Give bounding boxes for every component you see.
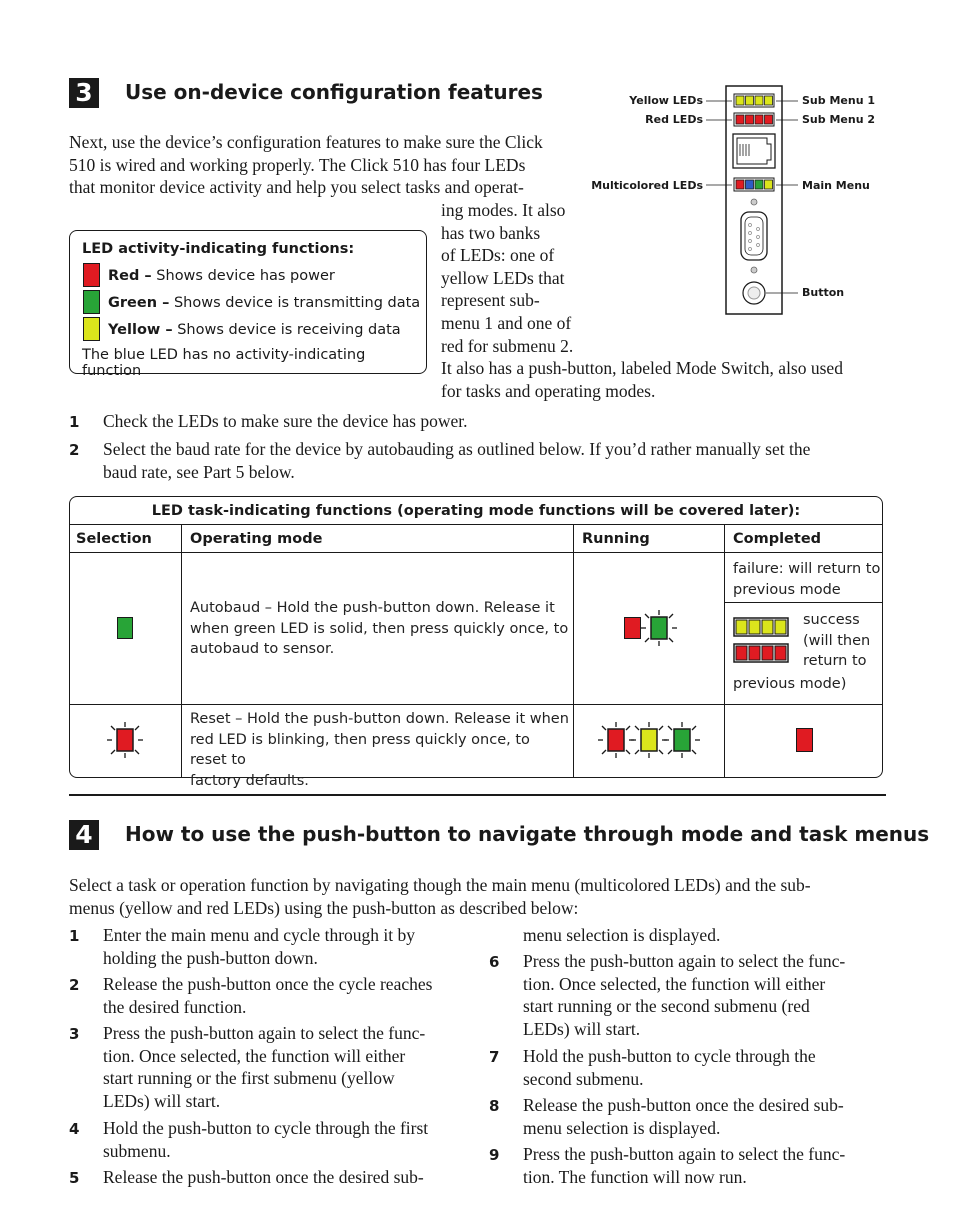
autobaud-line-1 (190, 598, 570, 619)
label-main-menu: Main Menu (802, 179, 870, 192)
success-red-leds (733, 643, 789, 663)
intro-line: menus (yellow and red LEDs) using the push-button as described below: (69, 897, 579, 918)
label-sub-menu-2: Sub Menu 2 (802, 113, 876, 126)
step-text (103, 924, 473, 969)
reset-description (190, 709, 570, 791)
label-button: Button (802, 286, 845, 299)
step-line: tion. Once selected, the function will either (103, 1045, 406, 1066)
side-line: has two banks (441, 222, 541, 243)
reset-running-green-blink-icon (664, 722, 700, 758)
step-line: menu selection is displayed. (523, 1117, 721, 1138)
step-line: Hold the push-button to cycle through the (523, 1046, 816, 1066)
intro-line: Next, use the device’s configuration features to make sure the Click (69, 132, 543, 152)
callout-green-row (108, 295, 420, 311)
callout-red-desc: Shows device has power (151, 268, 335, 284)
step-number: 5 (69, 1169, 80, 1187)
callout-red-label: Red – (108, 268, 152, 284)
label-multicolored-leds: Multicolored LEDs (591, 179, 703, 192)
autobaud-description (190, 598, 570, 660)
callout-note: The blue LED has no activity-indicating function (82, 347, 366, 379)
side-line: red for submenu 2. (441, 335, 574, 356)
table-rule (181, 524, 182, 777)
reset-name: Reset – (190, 711, 243, 727)
completed-success-tail: previous mode) (733, 676, 847, 692)
header-selection: Selection (76, 531, 152, 547)
step-line: LEDs) will start. (523, 1018, 641, 1039)
intro-line: 510 is wired and working properly. The Click 510 has four LEDs (69, 154, 526, 175)
reset-completed-red-led (796, 728, 813, 752)
step-text (523, 950, 893, 1040)
label-red-leds: Red LEDs (645, 113, 703, 126)
device-diagram (591, 84, 890, 316)
step-line: submenu. (103, 1140, 171, 1161)
step-line: tion. The function will now run. (523, 1166, 747, 1187)
step-line: LEDs) will start. (103, 1090, 221, 1111)
autobaud-text: Hold the push-button down. Release it (272, 600, 555, 616)
step-text (103, 1117, 473, 1162)
step-text (103, 973, 473, 1018)
step-line: Hold the push-button to cycle through the first (103, 1118, 429, 1138)
callout-yellow-label: Yellow – (108, 322, 173, 338)
reset-line-1 (190, 709, 570, 730)
step-number: 2 (69, 976, 80, 994)
table-rule (573, 524, 574, 777)
section-3-number: 3 (69, 78, 99, 108)
header-completed: Completed (733, 531, 822, 547)
step-number: 3 (69, 1025, 80, 1043)
intro-line: Select a task or operation function by navigating though the main menu (multicolored LEDs) and the sub- (69, 875, 811, 895)
step-line: Press the push-button again to select the func- (103, 1023, 426, 1043)
header-operating-mode: Operating mode (190, 531, 323, 547)
table-rule (724, 524, 725, 777)
step-number: 6 (489, 953, 500, 971)
table-rule (724, 602, 882, 603)
section-4-number: 4 (69, 820, 99, 850)
step-number: 4 (69, 1120, 80, 1138)
reset-running-yellow-blink-icon (631, 722, 667, 758)
section-3-intro (69, 131, 589, 199)
step-line: Release the push-button once the desired sub- (103, 1167, 424, 1187)
failure-line: failure: will return to (733, 561, 881, 577)
step-line: Press the push-button again to select the func- (523, 951, 846, 971)
callout-yellow-desc: Shows device is receiving data (172, 322, 401, 338)
tail-line: It also has a push-button, labeled Mode Switch, also used (441, 358, 843, 378)
side-line: of LEDs: one of (441, 245, 555, 266)
reset-selection-blink-icon (107, 722, 143, 758)
step-number: 7 (489, 1048, 500, 1066)
label-sub-menu-1: Sub Menu 1 (802, 94, 876, 107)
autobaud-name: Autobaud – (190, 600, 273, 616)
section-divider (69, 794, 886, 796)
step-text (523, 1045, 893, 1090)
step-text (103, 438, 903, 483)
section-4-intro (69, 874, 899, 919)
led-task-table (69, 496, 883, 789)
side-line: yellow LEDs that (441, 267, 565, 288)
reset-text: Hold the push-button down. Release it when (242, 711, 569, 727)
step-text (523, 1094, 893, 1139)
tail-line: for tasks and operating modes. (441, 380, 656, 401)
step-number: 9 (489, 1146, 500, 1164)
step-line: Select the baud rate for the device by autobauding as outlined below. If you’d rather manually set the (103, 439, 811, 459)
section-3-title: Use on-device configuration features (125, 80, 543, 104)
success-line: (will then (803, 632, 871, 649)
step-line: Enter the main menu and cycle through it by (103, 925, 415, 945)
callout-title: LED activity-indicating functions: (82, 241, 355, 257)
callout-green-desc: Shows device is transmitting data (169, 295, 421, 311)
autobaud-selection-led (117, 617, 133, 639)
yellow-led-swatch (83, 317, 100, 341)
step-line: second submenu. (523, 1068, 644, 1089)
side-line: represent sub- (441, 290, 540, 311)
success-line: return to (803, 653, 867, 669)
completed-success (803, 610, 870, 672)
step-line: Release the push-button once the cycle reaches (103, 974, 433, 994)
step-number: 1 (69, 413, 80, 431)
autobaud-line: when green LED is solid, then press quickly once, to (190, 620, 569, 637)
table-caption: LED task-indicating functions (operating mode functions will be covered later): (151, 503, 801, 519)
success-yellow-leds (733, 617, 789, 637)
blink-star-icon (641, 610, 677, 646)
reset-line: factory defaults. (190, 772, 309, 789)
table-rule (70, 552, 882, 553)
label-yellow-leds: Yellow LEDs (629, 94, 703, 107)
step-line: baud rate, see Part 5 below. (103, 461, 295, 482)
callout-red-row (108, 268, 335, 284)
green-led-swatch (83, 290, 100, 314)
step-line: the desired function. (103, 996, 247, 1017)
table-rule (70, 704, 882, 705)
failure-line: previous mode (733, 581, 841, 598)
intro-line: that monitor device activity and help you select tasks and operat- (69, 177, 524, 198)
step-text (103, 410, 903, 433)
reset-line: red LED is blinking, then press quickly once, to reset to (190, 731, 530, 768)
step-line: Release the push-button once the desired sub- (523, 1095, 844, 1115)
step-line: Press the push-button again to select the func- (523, 1144, 846, 1164)
step-line: tion. Once selected, the function will either (523, 973, 826, 994)
success-line: success (803, 612, 860, 628)
step-number: 8 (489, 1097, 500, 1115)
red-led-swatch (83, 263, 100, 287)
side-line: menu 1 and one of (441, 312, 572, 333)
completed-failure (733, 559, 880, 600)
table-rule (70, 524, 882, 525)
side-line: ing modes. It also (441, 200, 566, 220)
header-running: Running (582, 531, 650, 547)
section-3-side-text (441, 199, 601, 357)
step-text (103, 1166, 473, 1189)
step-text (523, 1143, 893, 1188)
step-line: start running or the first submenu (yellow (103, 1068, 395, 1089)
callout-yellow-row (108, 322, 401, 338)
step-line: start running or the second submenu (red (523, 996, 810, 1017)
section-4-title: How to use the push-button to navigate through mode and task menus (125, 822, 930, 846)
step-line: holding the push-button down. (103, 947, 318, 968)
step-text (103, 1022, 473, 1112)
step-number: 1 (69, 927, 80, 945)
reset-running-red-blink-icon (598, 722, 634, 758)
step-line: Check the LEDs to make sure the device has power. (103, 411, 468, 431)
autobaud-line: autobaud to sensor. (190, 641, 335, 657)
callout-green-label: Green – (108, 295, 170, 311)
step-5-continuation: menu selection is displayed. (523, 925, 721, 945)
section-3-tail-text (441, 357, 901, 402)
step-number: 2 (69, 441, 80, 459)
autobaud-running-red-led (624, 617, 641, 639)
led-activity-callout (69, 230, 427, 379)
